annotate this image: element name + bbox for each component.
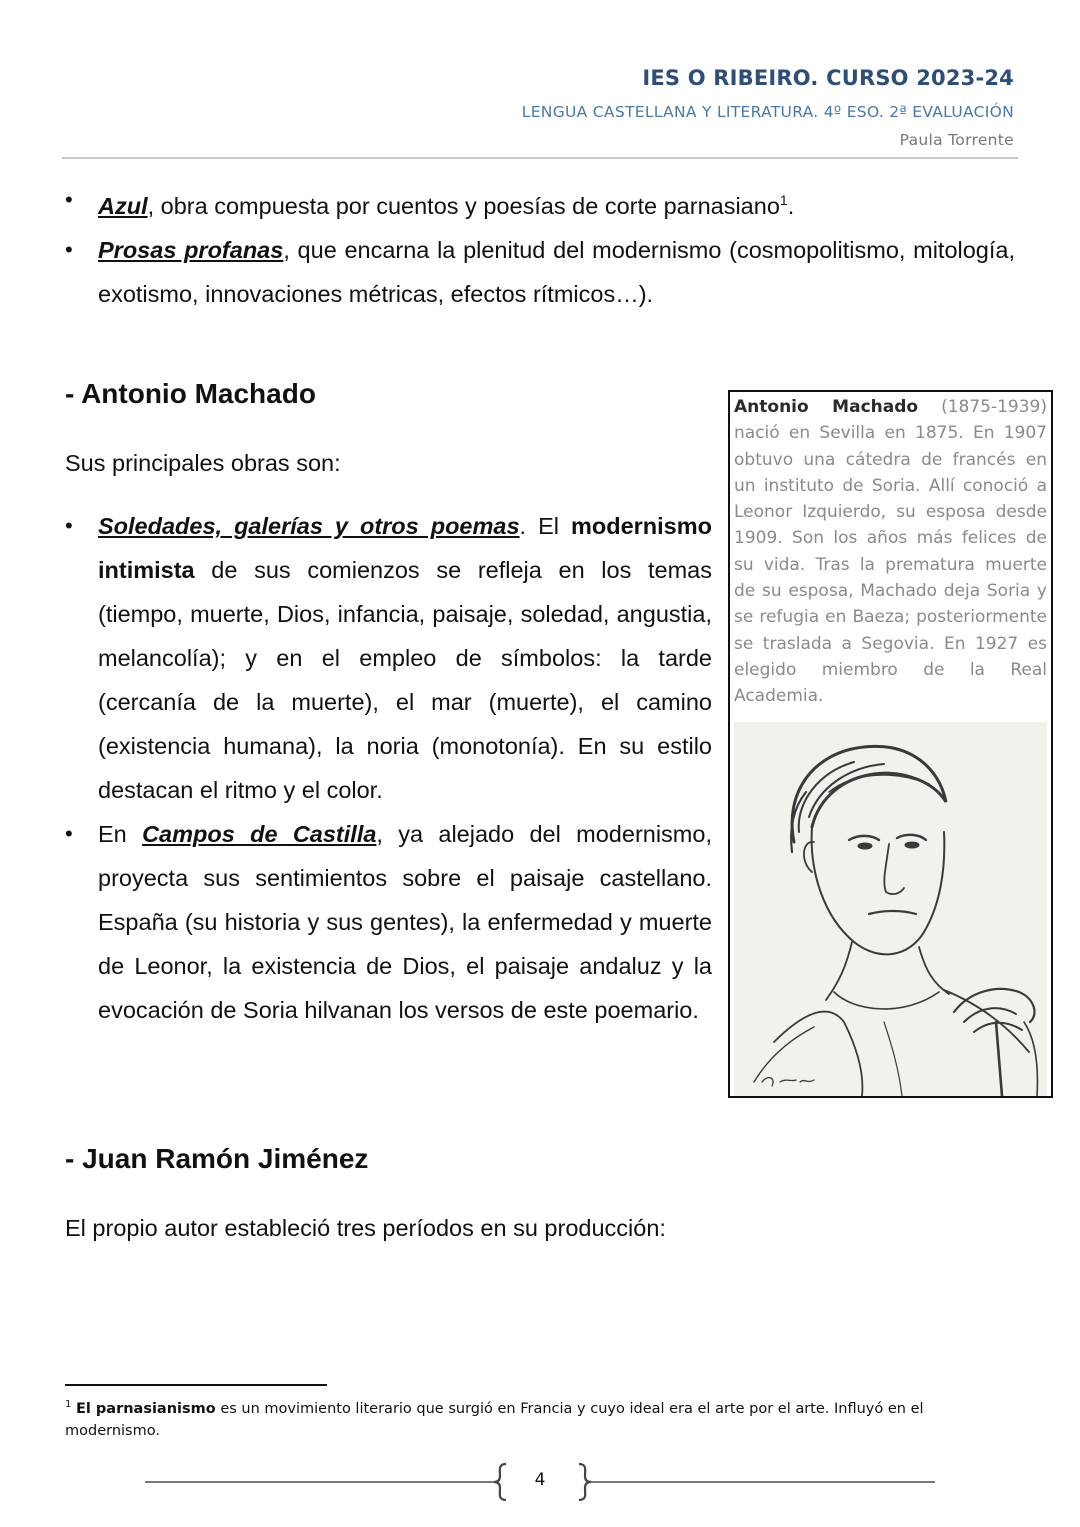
left-brace-icon [490,1462,510,1502]
work-title-prosas-profanas: Prosas profanas [98,236,284,263]
campos-prefix: En [98,821,143,847]
bullet-icon: • [65,187,73,212]
bio-dates: (1875-1939) [918,397,1047,417]
page-footer [145,1462,935,1502]
footnote-term: El parnasianismo [75,1400,216,1417]
portrait-sketch-icon [734,722,1047,1096]
azul-description: , obra compuesta por cuentos y poesías de corte parnasiano [147,192,780,219]
machado-portrait-image [734,722,1047,1096]
footnote-reference[interactable]: 1 [779,192,788,208]
page-number: 4 [534,1470,546,1490]
footer-line-left [145,1481,495,1483]
list-item-azul [65,178,1015,228]
campos-description: , ya alejado del modernismo, proyecta sus sentimientos sobre el paisaje castellano. España (su historia y sus gentes), la enfermedad y muerte de Leonor, la existencia de Dios, el paisaje andaluz y la evocación de Soria hilvanan los versos de este poemario. [98,821,712,1023]
list-item-soledades [65,504,712,812]
term-modernismo-intimista: modernismo intimista [98,513,712,583]
azul-period: . [787,192,795,219]
footnote-divider [65,1384,327,1386]
list-item-prosas-profanas [65,228,1015,316]
bio-text [734,394,1047,710]
prosas-description: , que encarna la plenitud del modernismo (cosmopolitismo, mitología, exotismo, innovaciones métricas, efectos rítmicos…). [98,236,1015,307]
header-subject: LENGUA CASTELLANA Y LITERATURA. 4º ESO. 2ª EVALUACIÓN [521,103,1014,121]
footnote-text: es un movimiento literario que surgió en Francia y cuyo ideal era el arte por el arte. Influyó en el modernismo. [65,1400,924,1439]
header-divider [62,157,1018,159]
soledades-description: de sus comienzos se refleja en los temas (tiempo, muerte, Dios, infancia, paisaje, soledad, angustia, melancolía); y en el empleo de símbolos: la tarde (cercanía de la muerte), el mar (muerte), el camino (existencia humana), la noria (monotonía). En su estilo destacan el ritmo y el color. [98,557,712,803]
machado-bio-box [728,390,1053,1098]
soledades-separator: . El [519,513,571,539]
footer-line-right [591,1481,935,1483]
work-title-campos-de-castilla: Campos de Castilla [142,821,377,847]
bullet-icon: • [65,236,73,262]
work-title-soledades: Soledades, galerías y otros poemas [98,513,520,539]
section-heading-machado: - Antonio Machado [65,378,316,409]
work-title-azul: Azul [98,192,148,219]
footnote [65,1394,965,1442]
bio-body: nació en Sevilla en 1875. En 1907 obtuvo una cátedra de francés en un instituto de Soria. Allí conoció a Leonor Izquierdo, su esposa desde 1909. Son los años más felices de su vida. Tras la prematura muerte de su esposa, Machado deja Soria y se refugia en Baeza; posteriormente se traslada a Segovia. En 1927 es elegido miembro de la Real Academia. [734,423,1047,707]
machado-intro: Sus principales obras son: [65,450,341,476]
jimenez-intro: El propio autor estableció tres períodos en su producción: [65,1215,666,1241]
bio-name: Antonio Machado [734,397,919,417]
header-school: IES O RIBEIRO. CURSO 2023-24 [642,66,1014,90]
footnote-marker: 1 [65,1399,72,1410]
section-heading-jimenez: - Juan Ramón Jiménez [65,1143,369,1174]
bullet-icon: • [65,821,73,846]
machado-works-list [65,504,712,1032]
bullet-icon: • [65,513,73,538]
list-item-campos-de-castilla [65,812,712,1032]
header-author: Paula Torrente [899,131,1014,149]
dario-works-list [65,178,1015,316]
